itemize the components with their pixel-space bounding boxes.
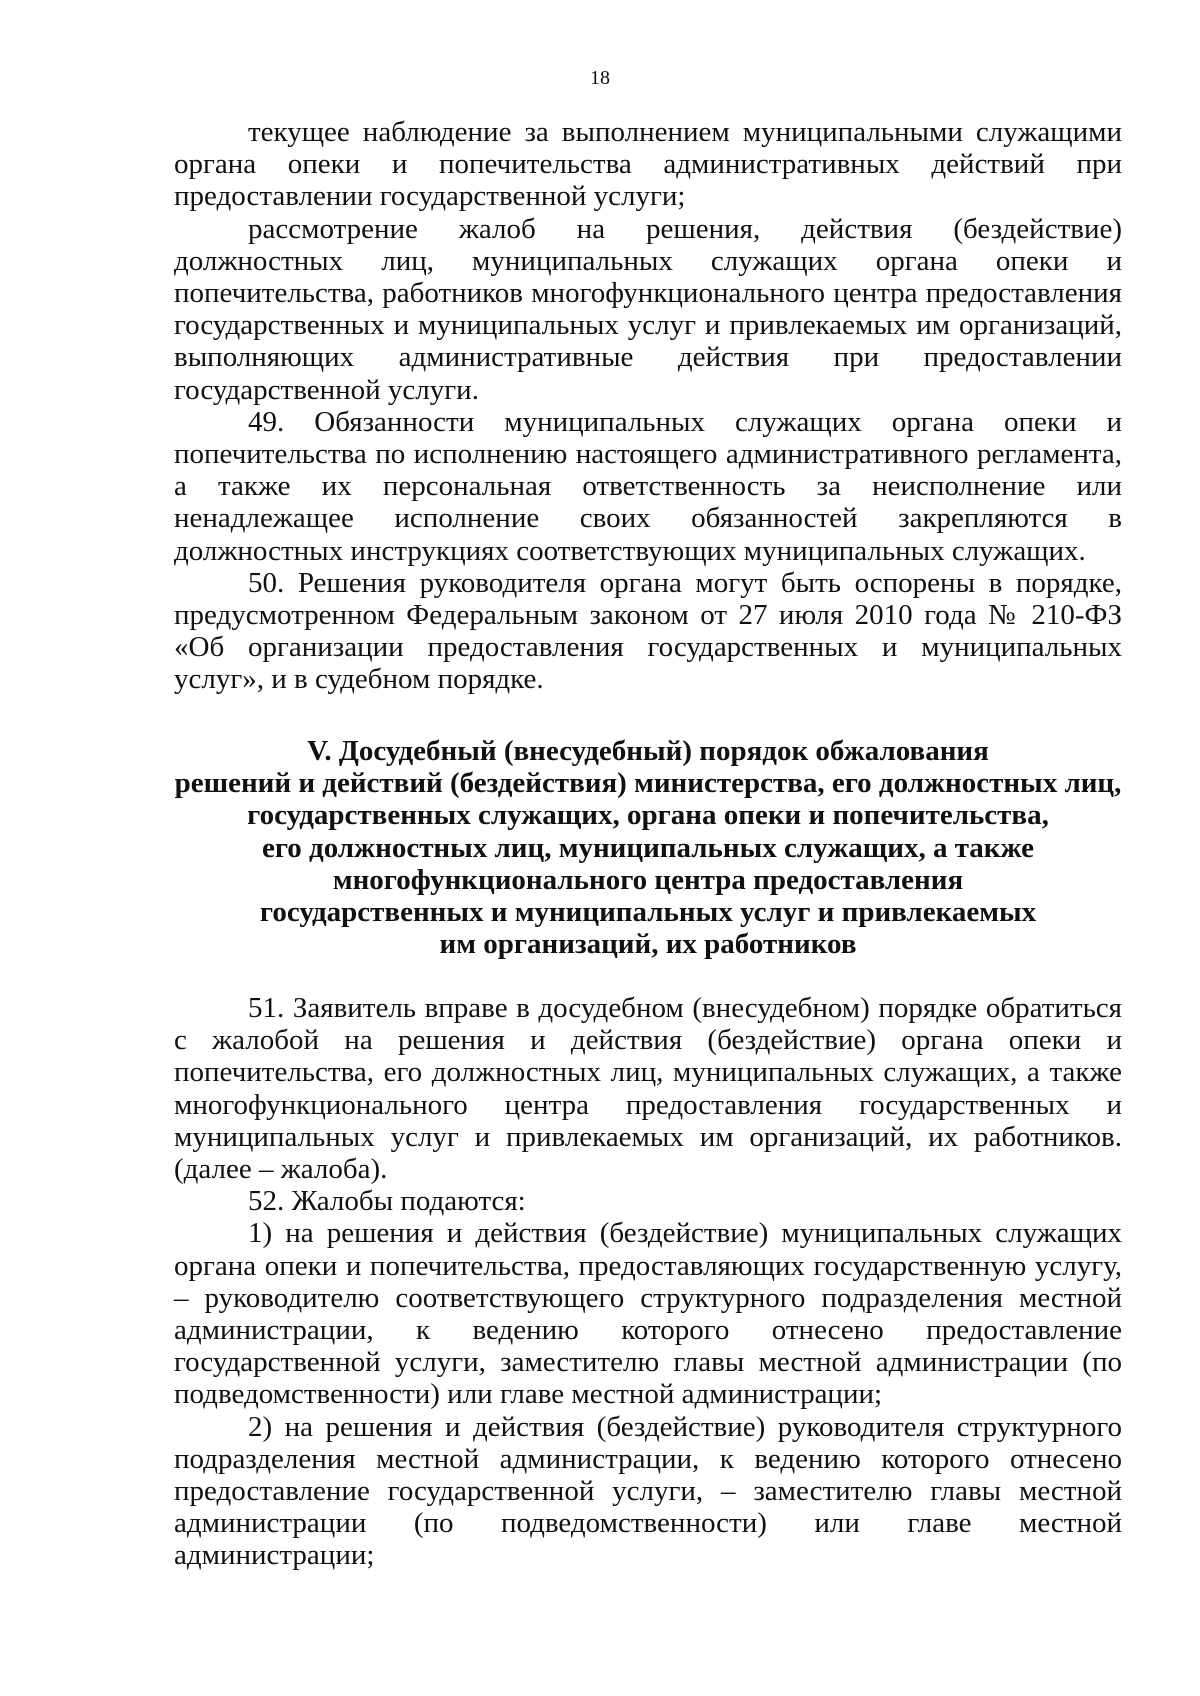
paragraph-49: 49. Обязанности муниципальных служащих органа опеки и попечительства по исполнению настоящего административного регламента, а также их персональная ответственность за неисполнение или ненадлежащее исполнение своих обязанностей закрепляются в должностных инструкциях соответствующих муниципальных служащих. [174,405,1122,567]
paragraph-complaints-review: рассмотрение жалоб на решения, действия (бездействие) должностных лиц, муниципальных служащих органа опеки и попечительства, работников многофункционального центра предоставления государственных и муниципальных услуг и привлекаемых им организаций, выполняющих административные действия при предоставлении государственной услуги. [174,212,1122,406]
section-heading-line: им организаций, их работников [439,928,857,961]
paragraph-monitoring: текущее наблюдение за выполнением муниципальными служащими органа опеки и попечительства административных действий при предоставлении государственной услуги; [174,116,1122,213]
section-heading-line: V. Досудебный (внесудебный) порядок обжалования [307,735,989,767]
paragraph-52-item-1: 1) на решения и действия (бездействие) муниципальных служащих органа опеки и попечительства, предоставляющих государственную услугу, – руководителю соответствующего структурного подразделения местной администрации, к ведению которого отнесено предоставление государственной услуги, заместителю главы местной администрации (по подведомственности) или главе местной администрации; [174,1217,1122,1411]
page-number: 18 [590,67,610,89]
body-text-bottom [174,992,1122,1572]
section-heading-line: решений и действий (бездействия) министерства, его должностных лиц, [174,767,1122,800]
section-heading-line: многофункционального центра предоставления [332,863,964,896]
paragraph-52-item-2: 2) на решения и действия (бездействие) руководителя структурного подразделения местной администрации, к ведению которого отнесено предоставление государственной услуги, – заместителю главы местной администрации (по подведомственности) или главе местной администрации; [174,1410,1122,1572]
paragraph-52: 52. Жалобы подаются: [248,1185,526,1218]
section-heading [174,735,1122,960]
paragraph-50: 50. Решения руководителя органа могут быть оспорены в порядке, предусмотренном Федеральным законом от 27 июля 2010 года № 210-ФЗ «Об организации предоставления государственных и муниципальных услуг», и в судебном порядке. [174,566,1122,696]
section-heading-line: его должностных лиц, муниципальных служащих, а также [261,831,1035,864]
section-heading-line: государственных и муниципальных услуг и привлекаемых [259,896,1037,929]
paragraph-51: 51. Заявитель вправе в досудебном (внесудебном) порядке обратиться с жалобой на решения и действия (бездействие) органа опеки и попечительства, его должностных лиц, муниципальных служащих, а также многофункционального центра предоставления государственных и муниципальных услуг и привлекаемых им организаций, их работников. (далее – жалоба). [174,992,1122,1186]
body-text-top [174,116,1122,696]
section-heading-line: государственных служащих, органа опеки и попечительства, [247,799,1049,832]
